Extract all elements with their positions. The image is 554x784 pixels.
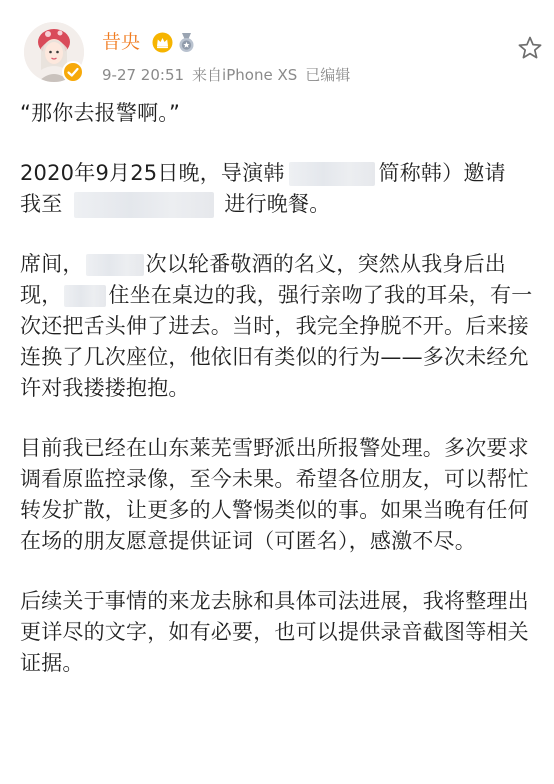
post-paragraph-4: 目前我已经在山东莱芜雪野派出所报警处理。多次要求调看原监控录像，至今未果。希望各位朋友，可以帮忙转发扩散，让更多的人警惕类似的事。如果当晚有任何在场的朋友愿意提供证词（可匿名），感激不尽。 bbox=[20, 436, 529, 553]
post-source[interactable]: 来自iPhone XS bbox=[192, 66, 298, 84]
redacted-word-blur bbox=[64, 285, 106, 307]
post-edited-label[interactable]: 已编辑 bbox=[305, 66, 351, 84]
redacted-location-blur bbox=[74, 192, 214, 218]
post-meta bbox=[102, 66, 350, 84]
favorite-button[interactable] bbox=[516, 34, 544, 62]
p3-text-a: 席间， bbox=[20, 252, 84, 276]
p3-text-b: 次以轮番敬酒的名义，突然从我身后出现， bbox=[20, 252, 507, 307]
p2-text-b: 简称韩）邀请 bbox=[378, 161, 506, 185]
crown-badge-icon[interactable] bbox=[152, 32, 173, 53]
author-badges bbox=[152, 32, 197, 54]
post-paragraph-3 bbox=[20, 249, 540, 404]
p2-text-a: 2020年9月25日晚，导演韩 bbox=[20, 161, 285, 185]
medal-badge-icon[interactable] bbox=[176, 32, 197, 53]
post-paragraph-1: “那你去报警啊。” bbox=[20, 101, 181, 125]
post-timestamp: 9-27 20:51 bbox=[102, 66, 185, 84]
redacted-name-blur bbox=[289, 162, 375, 186]
verified-check-icon bbox=[62, 61, 84, 83]
p2-text-c: 我至 bbox=[20, 192, 63, 216]
p3-text-c: 住坐在桌边的我，强行亲吻了我的耳朵，有一次还把舌头伸了进去。当时，我完全挣脱不开。后来接连换了几次座位，他依旧有类似的行为——多次未经允许对我搂搂抱抱。 bbox=[20, 283, 533, 400]
post-body bbox=[20, 98, 540, 708]
post-paragraph-5: 后续关于事情的来龙去脉和具体司法进展，我将整理出更详尽的文字，如有必要，也可以提供录音截图等相关证据。 bbox=[20, 589, 529, 675]
post-paragraph-2 bbox=[20, 158, 540, 220]
author-name[interactable]: 昔央 bbox=[102, 31, 141, 53]
redacted-name-blur-2 bbox=[86, 254, 144, 276]
star-outline-icon bbox=[516, 34, 544, 62]
post-header bbox=[0, 0, 554, 96]
p2-text-d: 进行晚餐。 bbox=[224, 192, 331, 216]
